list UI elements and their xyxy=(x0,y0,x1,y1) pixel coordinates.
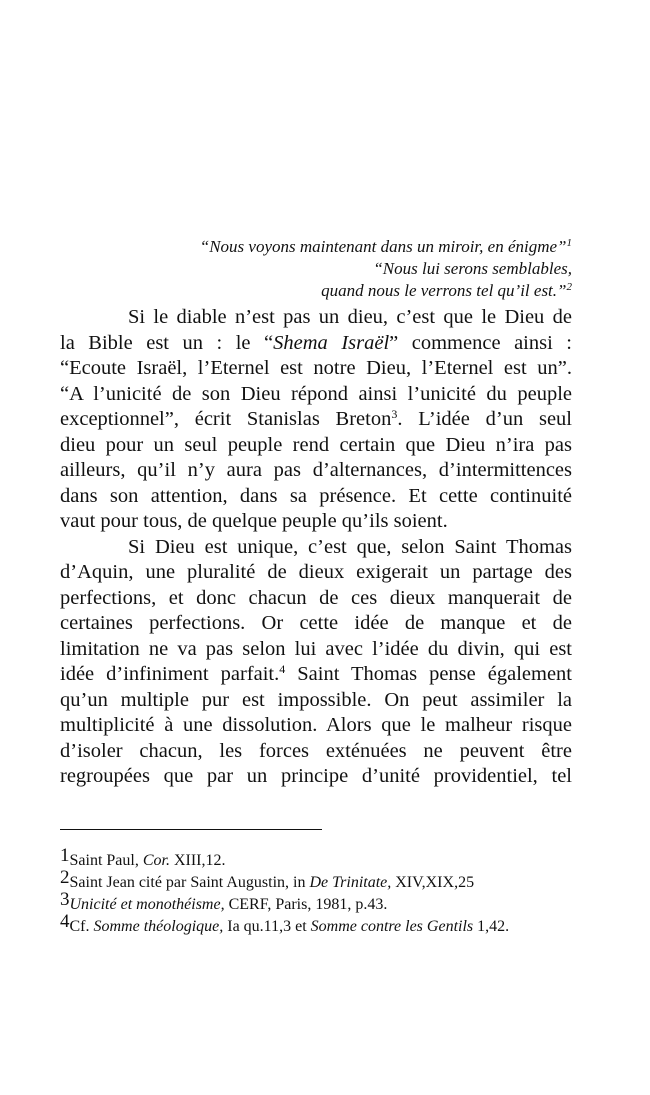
text-line: multiplicité à une dissolution. Alors que le malheur risque xyxy=(60,714,572,736)
footnotes xyxy=(60,845,600,937)
footnote-number: 1 xyxy=(60,845,70,866)
text-line: d’isoler chacun, les forces exténuées ne peuvent être xyxy=(60,739,572,762)
footnote: 2Saint Jean cité par Saint Augustin, in De Trinitate, XIV,XIX,25 xyxy=(60,867,475,891)
footnote-ref: 3 xyxy=(391,407,398,421)
epigraph xyxy=(60,236,572,302)
footnote-ref: 4 xyxy=(279,662,286,676)
footnote-separator xyxy=(60,829,322,830)
footnote-number: 3 xyxy=(60,889,70,910)
paragraph xyxy=(60,305,572,535)
footnote-ref: 1 xyxy=(566,237,572,249)
text-line: ailleurs, qu’il n’y aura pas d’alternances, d’intermittences xyxy=(60,459,572,481)
epigraph-line: “Nous lui serons semblables, xyxy=(373,259,572,278)
text-line: qu’un multiple pur est impossible. On peut assimiler la xyxy=(60,688,572,711)
paragraph xyxy=(60,535,572,790)
footnote-ref: 2 xyxy=(566,281,572,293)
text-line: certaines perfections. Or cette idée de manque et de xyxy=(60,612,572,634)
text-line: idée d’infiniment parfait.$^4$ Saint Thomas pense également xyxy=(60,662,572,685)
footnote: 1Saint Paul, Cor. XIII,12. xyxy=(60,845,226,869)
text-line: perfections, et donc chacun de ces dieux manquerait de xyxy=(60,586,572,609)
footnote-number: 2 xyxy=(60,867,70,888)
text-line: d’Aquin, une pluralité de dieux exigerait un partage des xyxy=(60,561,572,583)
text-line: Si le diable n’est pas un dieu, c’est que le Dieu de xyxy=(128,306,572,328)
footnote: 4Cf. Somme théologique, Ia qu.11,3 et Somme contre les Gentils 1,42. xyxy=(60,911,510,935)
epigraph-line: “Nous voyons maintenant dans un miroir, en énigme”$^1$ xyxy=(199,237,572,256)
text-line: Si Dieu est unique, c’est que, selon Saint Thomas xyxy=(128,535,572,558)
text-line: la Bible est un : le “Shema Israël” commence ainsi : xyxy=(60,331,572,354)
text-line: limitation ne va pas selon lui avec l’idée du divin, qui est xyxy=(60,637,572,660)
text-line: vaut pour tous, de quelque peuple qu’ils soient. xyxy=(60,510,448,532)
body-text xyxy=(60,305,572,790)
epigraph-line: quand nous le verrons tel qu’il est.”$^2$ xyxy=(321,281,572,300)
footnote-number: 4 xyxy=(60,911,70,932)
text-line: “Ecoute Israël, l’Eternel est notre Dieu, l’Eternel est un”. xyxy=(60,357,572,379)
text-line: exceptionnel”, écrit Stanislas Breton$^3$. L’idée d’un seul xyxy=(60,407,572,430)
footnote: 3Unicité et monothéisme, CERF, Paris, 1981, p.43. xyxy=(60,889,388,913)
text-line: dieu pour un seul peuple rend certain que Dieu n’ira pas xyxy=(60,433,572,456)
text-line: regroupées que par un principe d’unité providentiel, tel xyxy=(60,765,572,787)
text-line: “A l’unicité de son Dieu répond ainsi l’unicité du peuple xyxy=(60,382,572,405)
text-line: dans son attention, dans sa présence. Et cette continuité xyxy=(60,484,572,507)
